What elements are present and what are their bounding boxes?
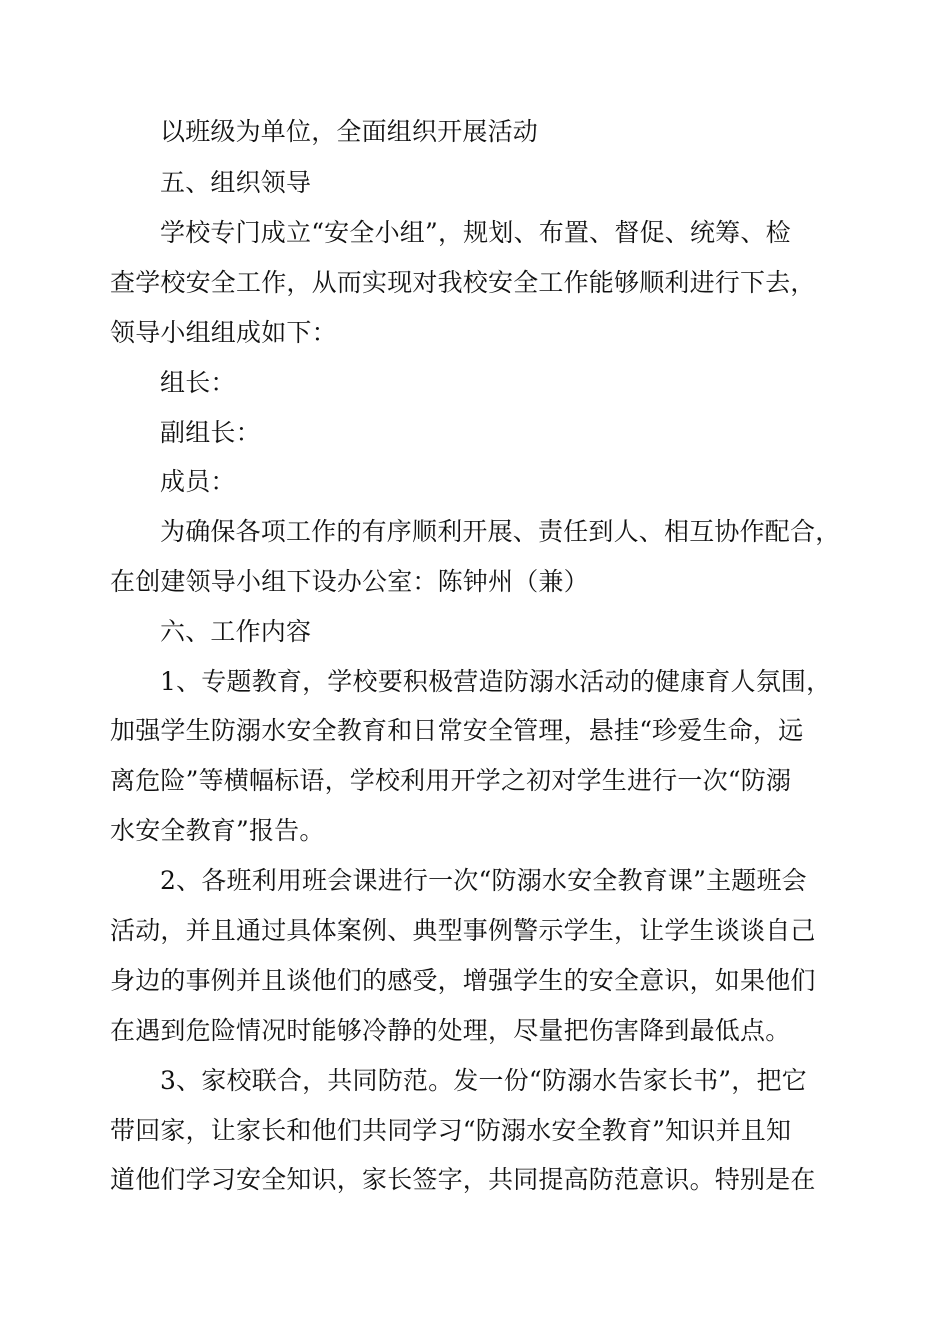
text-line: 离危险”等横幅标语，学校利用开学之初对学生进行一次“防溺	[110, 766, 792, 795]
text-line: 组长：	[160, 368, 236, 397]
text-line: 在遇到危险情况时能够冷静的处理，尽量把伤害降到最低点。	[110, 1016, 791, 1045]
text-line: 在创建领导小组下设办公室：陈钟州（兼）	[110, 567, 589, 596]
text-line: 道他们学习安全知识，家长签字，共同提高防范意识。特别是在	[110, 1165, 816, 1194]
text-line: 成员：	[160, 467, 236, 496]
text-line: 1、专题教育，学校要积极营造防溺水活动的健康育人氛围，	[160, 667, 832, 696]
text-line: 带回家，让家长和他们共同学习“防溺水安全教育”知识并且知	[110, 1116, 792, 1145]
text-line: 身边的事例并且谈他们的感受，增强学生的安全意识，如果他们	[110, 966, 816, 995]
text-line: 学校专门成立“安全小组”，规划、布置、督促、统筹、检	[160, 218, 791, 247]
text-line: 查学校安全工作，从而实现对我校安全工作能够顺利进行下去，	[110, 268, 816, 297]
text-line: 加强学生防溺水安全教育和日常安全管理，悬挂“珍爱生命，远	[110, 716, 804, 745]
section-heading: 六、工作内容	[160, 617, 312, 646]
text-line: 活动，并且通过具体案例、典型事例警示学生，让学生谈谈自己	[110, 916, 816, 945]
text-line: 以班级为单位，全面组织开展活动	[160, 117, 539, 146]
text-line: 副组长：	[160, 418, 261, 447]
section-heading: 五、组织领导	[160, 168, 312, 197]
text-line: 水安全教育”报告。	[110, 816, 325, 845]
text-line: 为确保各项工作的有序顺利开展、责任到人、相互协作配合，	[160, 517, 841, 546]
text-line: 2、各班利用班会课进行一次“防溺水安全教育课”主题班会	[160, 866, 807, 895]
text-line: 3、家校联合，共同防范。发一份“防溺水告家长书”，把它	[160, 1066, 807, 1095]
text-line: 领导小组组成如下：	[110, 318, 337, 347]
